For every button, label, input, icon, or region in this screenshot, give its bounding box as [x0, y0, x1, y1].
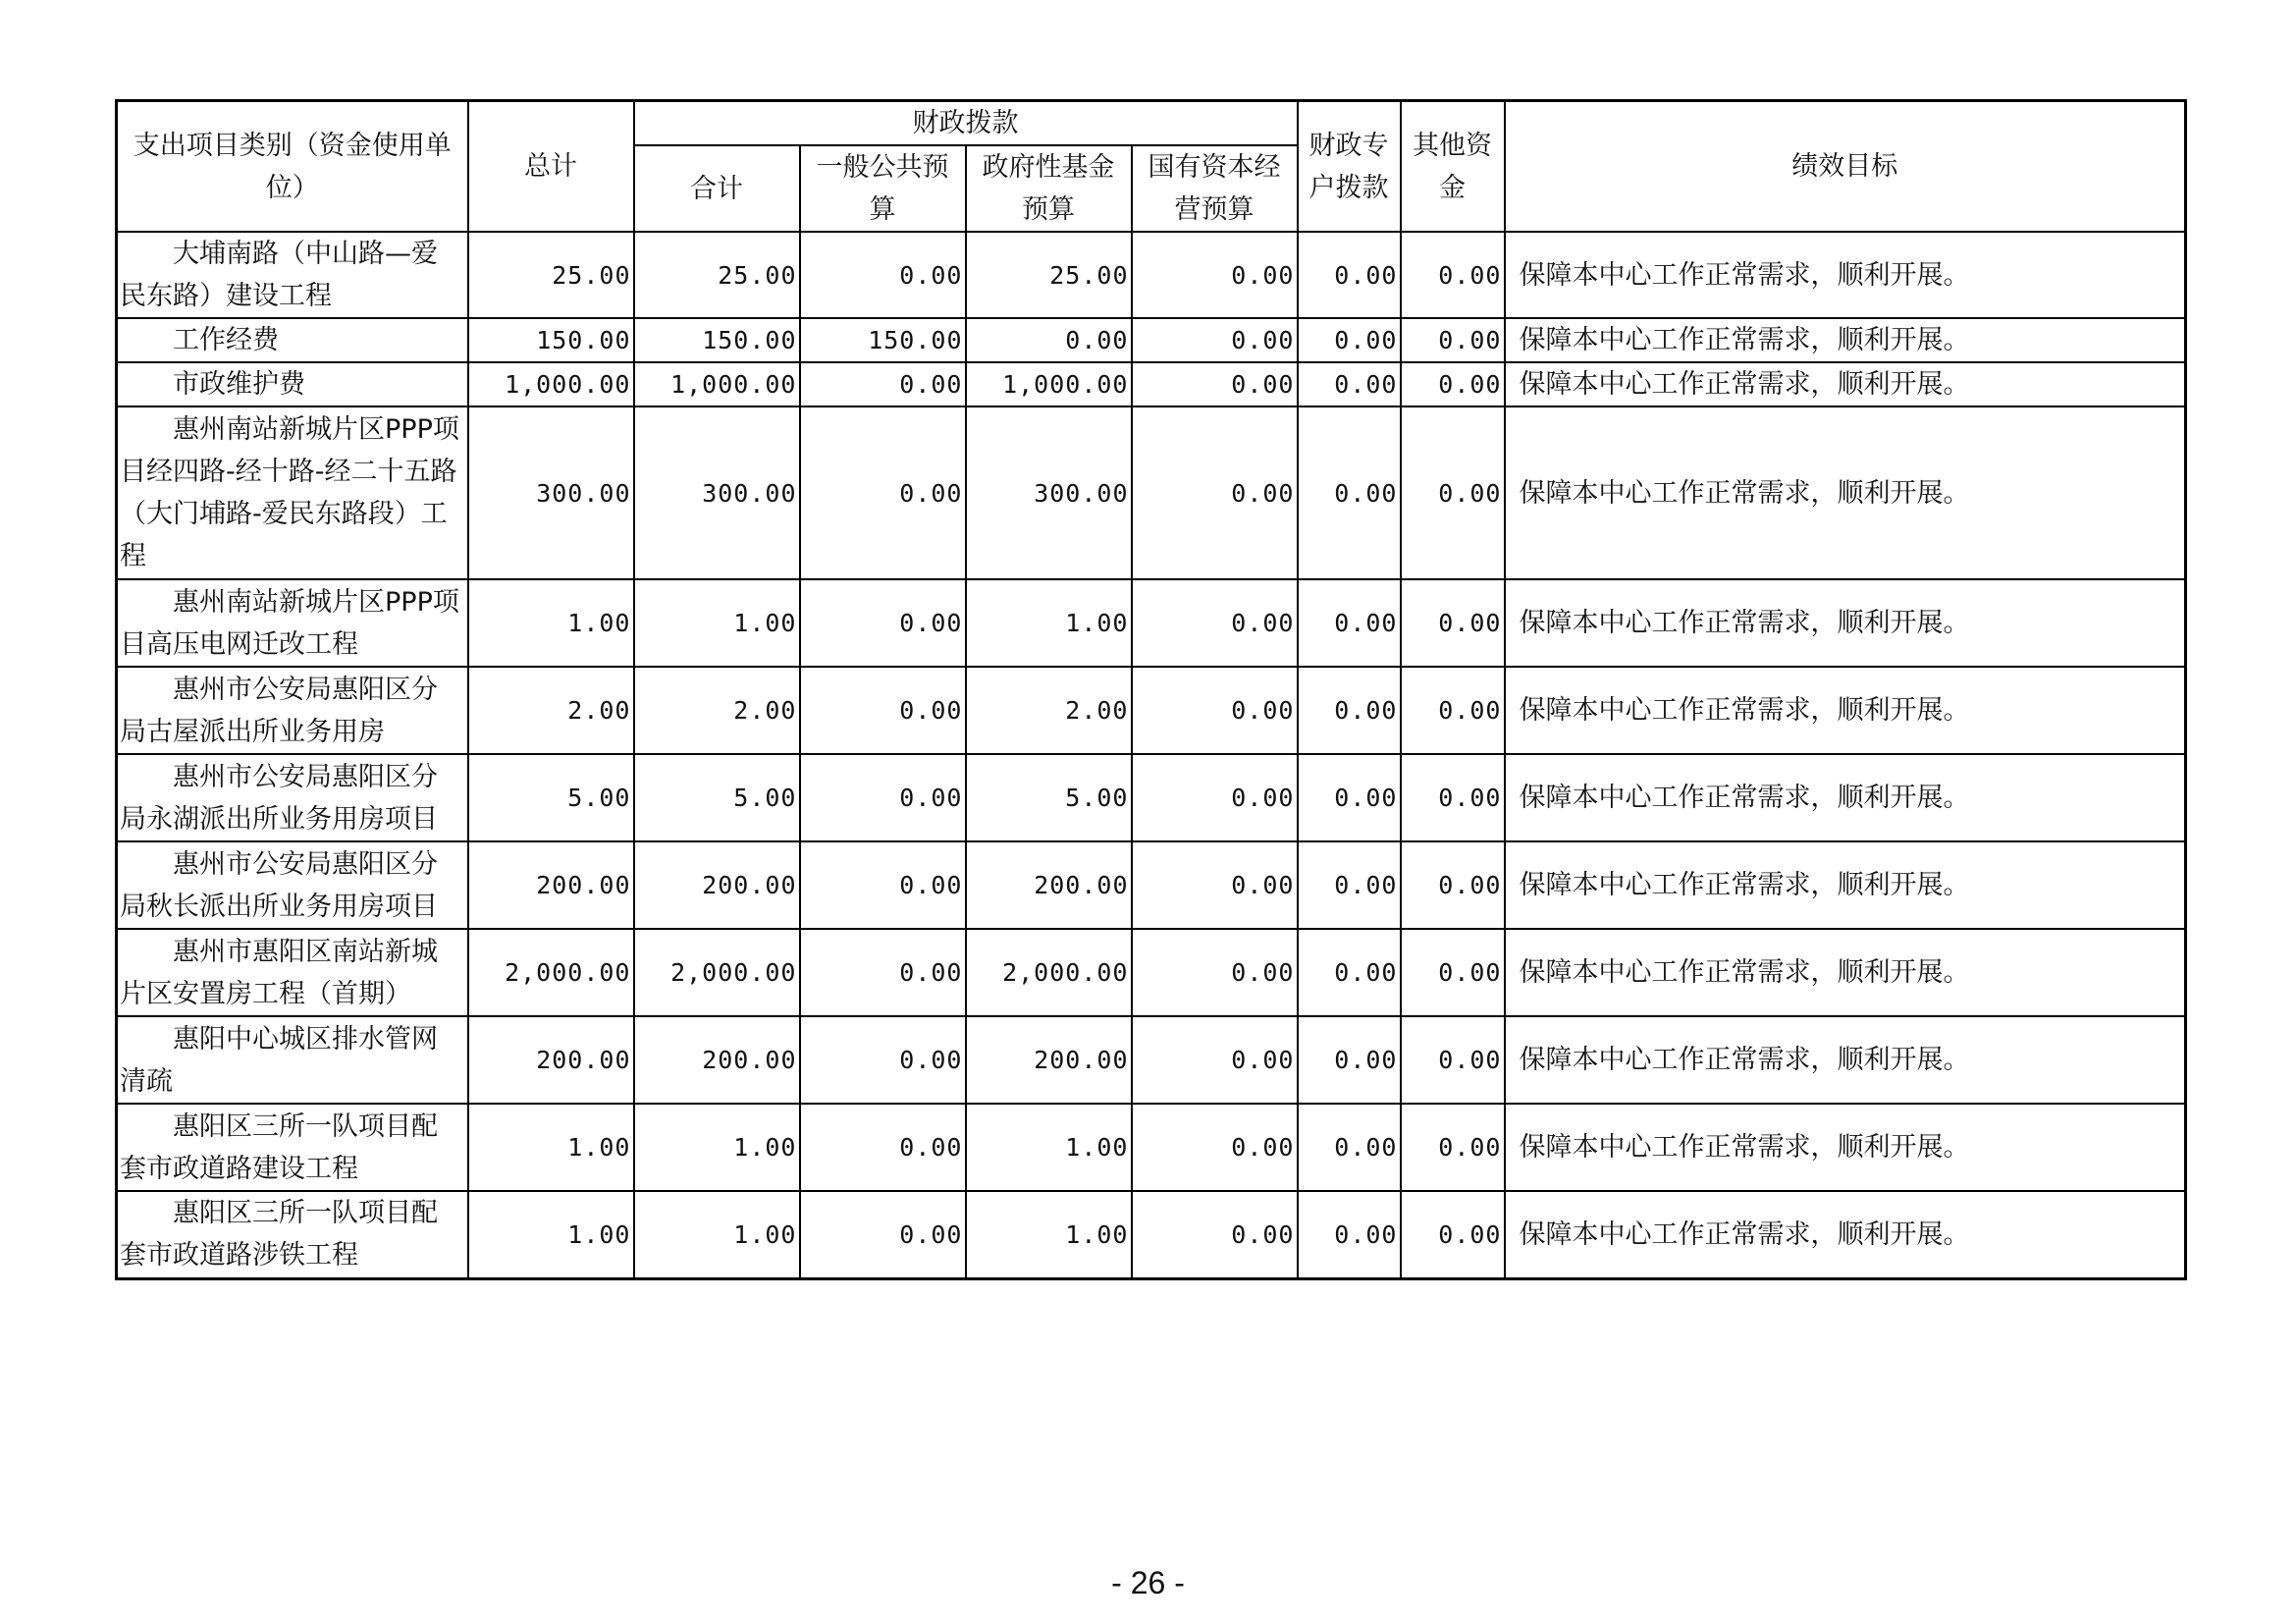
row-special-fiscal: 0.00 [1298, 667, 1401, 754]
row-total: 2.00 [468, 667, 634, 754]
header-special-fiscal: 财政专户拨款 [1298, 101, 1401, 233]
row-other-funds: 0.00 [1401, 667, 1505, 754]
table-row [117, 232, 2186, 318]
row-gov-fund: 25.00 [966, 232, 1132, 318]
row-name: 惠州市公安局惠阳区分局古屋派出所业务用房 [117, 667, 468, 754]
header-other-funds: 其他资金 [1401, 101, 1505, 233]
table-body [117, 232, 2186, 1278]
row-state-capital: 0.00 [1132, 362, 1298, 406]
row-performance-goal: 保障本中心工作正常需求，顺利开展。 [1505, 1104, 2186, 1191]
header-fiscal-group: 财政拨款 [634, 101, 1298, 146]
header-performance-goal: 绩效目标 [1505, 101, 2186, 233]
row-gov-fund: 200.00 [966, 841, 1132, 929]
row-total: 200.00 [468, 1016, 634, 1104]
row-other-funds: 0.00 [1401, 1016, 1505, 1104]
row-general-budget: 0.00 [800, 1104, 966, 1191]
row-total: 200.00 [468, 841, 634, 929]
header-category: 支出项目类别（资金使用单位） [117, 101, 468, 233]
table-row [117, 667, 2186, 754]
row-state-capital: 0.00 [1132, 1016, 1298, 1104]
row-special-fiscal: 0.00 [1298, 929, 1401, 1016]
header-gov-fund: 政府性基金预算 [966, 145, 1132, 232]
table-header [117, 101, 2186, 233]
row-general-budget: 150.00 [800, 318, 966, 362]
row-performance-goal: 保障本中心工作正常需求，顺利开展。 [1505, 579, 2186, 667]
header-state-capital: 国有资本经营预算 [1132, 145, 1298, 232]
row-state-capital: 0.00 [1132, 754, 1298, 841]
header-subtotal: 合计 [634, 145, 800, 232]
row-state-capital: 0.00 [1132, 318, 1298, 362]
row-total: 1.00 [468, 1191, 634, 1278]
row-performance-goal: 保障本中心工作正常需求，顺利开展。 [1505, 754, 2186, 841]
table-row [117, 318, 2186, 362]
row-subtotal: 2.00 [634, 667, 800, 754]
row-other-funds: 0.00 [1401, 406, 1505, 579]
table-row [117, 841, 2186, 929]
row-total: 2,000.00 [468, 929, 634, 1016]
row-name: 大埔南路（中山路—爱民东路）建设工程 [117, 232, 468, 318]
row-total: 1.00 [468, 1104, 634, 1191]
row-subtotal: 200.00 [634, 841, 800, 929]
row-other-funds: 0.00 [1401, 929, 1505, 1016]
table-row [117, 406, 2186, 579]
row-special-fiscal: 0.00 [1298, 318, 1401, 362]
row-state-capital: 0.00 [1132, 1191, 1298, 1278]
row-general-budget: 0.00 [800, 1016, 966, 1104]
row-performance-goal: 保障本中心工作正常需求，顺利开展。 [1505, 841, 2186, 929]
row-subtotal: 1.00 [634, 579, 800, 667]
row-gov-fund: 1.00 [966, 579, 1132, 667]
row-other-funds: 0.00 [1401, 232, 1505, 318]
row-gov-fund: 2,000.00 [966, 929, 1132, 1016]
row-general-budget: 0.00 [800, 406, 966, 579]
row-subtotal: 1.00 [634, 1104, 800, 1191]
row-state-capital: 0.00 [1132, 841, 1298, 929]
row-special-fiscal: 0.00 [1298, 232, 1401, 318]
table-row [117, 1104, 2186, 1191]
row-gov-fund: 1.00 [966, 1191, 1132, 1278]
row-subtotal: 2,000.00 [634, 929, 800, 1016]
row-other-funds: 0.00 [1401, 318, 1505, 362]
row-other-funds: 0.00 [1401, 1104, 1505, 1191]
header-total: 总计 [468, 101, 634, 233]
row-state-capital: 0.00 [1132, 579, 1298, 667]
row-subtotal: 150.00 [634, 318, 800, 362]
row-state-capital: 0.00 [1132, 667, 1298, 754]
row-subtotal: 25.00 [634, 232, 800, 318]
row-special-fiscal: 0.00 [1298, 362, 1401, 406]
row-other-funds: 0.00 [1401, 841, 1505, 929]
row-special-fiscal: 0.00 [1298, 1191, 1401, 1278]
budget-table [115, 99, 2187, 1280]
row-other-funds: 0.00 [1401, 1191, 1505, 1278]
row-total: 150.00 [468, 318, 634, 362]
row-special-fiscal: 0.00 [1298, 1016, 1401, 1104]
row-other-funds: 0.00 [1401, 754, 1505, 841]
row-general-budget: 0.00 [800, 754, 966, 841]
row-performance-goal: 保障本中心工作正常需求，顺利开展。 [1505, 318, 2186, 362]
row-name: 惠州市公安局惠阳区分局永湖派出所业务用房项目 [117, 754, 468, 841]
row-subtotal: 1.00 [634, 1191, 800, 1278]
row-name: 惠州市公安局惠阳区分局秋长派出所业务用房项目 [117, 841, 468, 929]
row-general-budget: 0.00 [800, 579, 966, 667]
table-row [117, 754, 2186, 841]
row-name: 惠阳中心城区排水管网清疏 [117, 1016, 468, 1104]
row-name: 惠阳区三所一队项目配套市政道路建设工程 [117, 1104, 468, 1191]
row-gov-fund: 0.00 [966, 318, 1132, 362]
row-total: 1.00 [468, 579, 634, 667]
row-special-fiscal: 0.00 [1298, 754, 1401, 841]
row-special-fiscal: 0.00 [1298, 579, 1401, 667]
row-state-capital: 0.00 [1132, 406, 1298, 579]
row-performance-goal: 保障本中心工作正常需求，顺利开展。 [1505, 362, 2186, 406]
row-gov-fund: 1.00 [966, 1104, 1132, 1191]
row-general-budget: 0.00 [800, 667, 966, 754]
row-other-funds: 0.00 [1401, 362, 1505, 406]
row-state-capital: 0.00 [1132, 1104, 1298, 1191]
row-subtotal: 300.00 [634, 406, 800, 579]
row-general-budget: 0.00 [800, 1191, 966, 1278]
row-state-capital: 0.00 [1132, 232, 1298, 318]
table-row [117, 362, 2186, 406]
table-row [117, 929, 2186, 1016]
row-special-fiscal: 0.00 [1298, 406, 1401, 579]
row-gov-fund: 1,000.00 [966, 362, 1132, 406]
row-total: 5.00 [468, 754, 634, 841]
table-row [117, 1016, 2186, 1104]
row-name: 惠州南站新城片区PPP项目经四路-经十路-经二十五路（大门埔路-爱民东路段）工程 [117, 406, 468, 579]
row-subtotal: 200.00 [634, 1016, 800, 1104]
page-number: - 26 - [1111, 1565, 1185, 1600]
row-special-fiscal: 0.00 [1298, 1104, 1401, 1191]
row-subtotal: 1,000.00 [634, 362, 800, 406]
row-performance-goal: 保障本中心工作正常需求，顺利开展。 [1505, 929, 2186, 1016]
row-name: 惠州南站新城片区PPP项目高压电网迁改工程 [117, 579, 468, 667]
row-performance-goal: 保障本中心工作正常需求，顺利开展。 [1505, 1016, 2186, 1104]
header-general-budget: 一般公共预算 [800, 145, 966, 232]
row-special-fiscal: 0.00 [1298, 841, 1401, 929]
row-subtotal: 5.00 [634, 754, 800, 841]
row-gov-fund: 200.00 [966, 1016, 1132, 1104]
row-performance-goal: 保障本中心工作正常需求，顺利开展。 [1505, 1191, 2186, 1278]
table-row [117, 579, 2186, 667]
row-performance-goal: 保障本中心工作正常需求，顺利开展。 [1505, 406, 2186, 579]
table-row [117, 1191, 2186, 1278]
row-general-budget: 0.00 [800, 841, 966, 929]
row-gov-fund: 5.00 [966, 754, 1132, 841]
row-general-budget: 0.00 [800, 929, 966, 1016]
row-name: 惠阳区三所一队项目配套市政道路涉铁工程 [117, 1191, 468, 1278]
row-gov-fund: 300.00 [966, 406, 1132, 579]
row-other-funds: 0.00 [1401, 579, 1505, 667]
row-name: 工作经费 [117, 318, 468, 362]
row-performance-goal: 保障本中心工作正常需求，顺利开展。 [1505, 667, 2186, 754]
row-gov-fund: 2.00 [966, 667, 1132, 754]
row-state-capital: 0.00 [1132, 929, 1298, 1016]
row-name: 市政维护费 [117, 362, 468, 406]
row-total: 25.00 [468, 232, 634, 318]
row-total: 300.00 [468, 406, 634, 579]
row-name: 惠州市惠阳区南站新城片区安置房工程（首期） [117, 929, 468, 1016]
row-general-budget: 0.00 [800, 362, 966, 406]
row-general-budget: 0.00 [800, 232, 966, 318]
row-performance-goal: 保障本中心工作正常需求，顺利开展。 [1505, 232, 2186, 318]
row-total: 1,000.00 [468, 362, 634, 406]
